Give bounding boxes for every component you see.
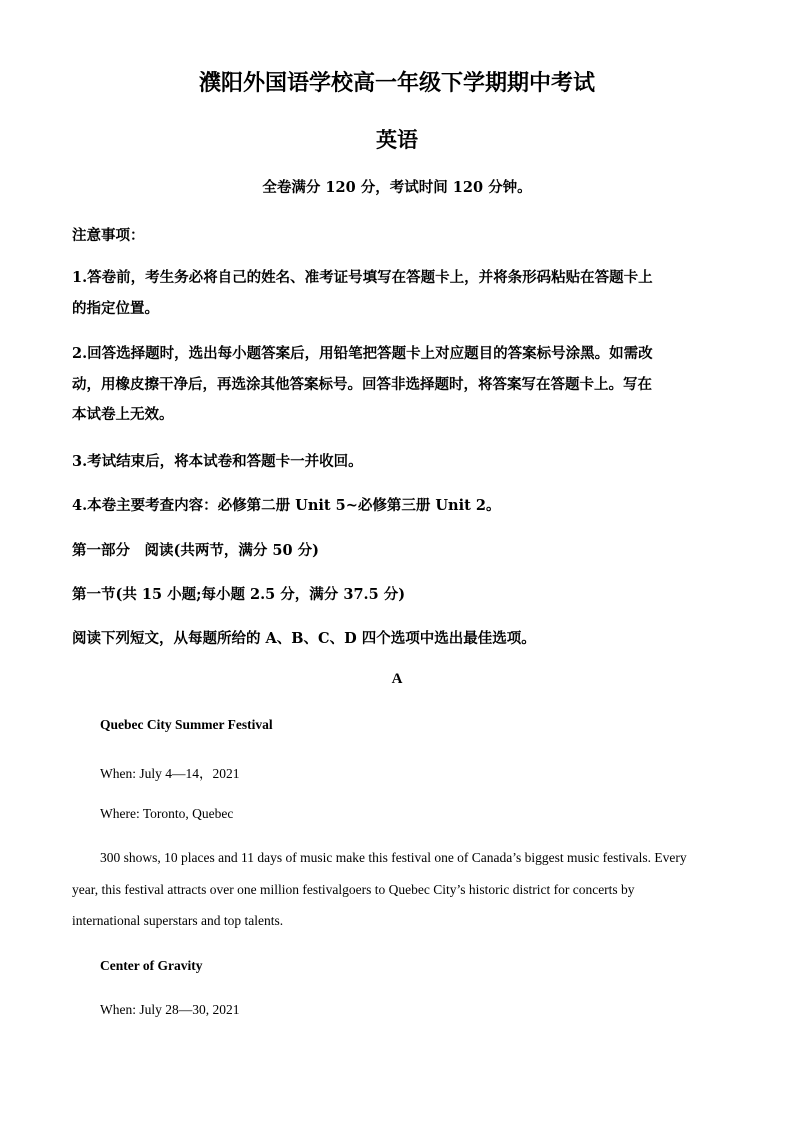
notes-heading: 注意事项： [72, 227, 145, 244]
subject-title: 英语 [376, 127, 418, 152]
section-subpart-heading: 第一节(共 15 小题;每小题 2.5 分，满分 37.5 分) [72, 586, 406, 603]
note-item-4: 4.本卷主要考查内容：必修第二册 Unit 5~必修第三册 Unit 2。 [72, 497, 501, 514]
event-2-when: When: July 28—30, 2021 [100, 1002, 240, 1017]
note-item-2-line-3: 本试卷上无效。 [72, 406, 174, 423]
event-1-where: Where: Toronto, Quebec [100, 806, 234, 821]
event-1-description-line-3: international superstars and top talents. [72, 913, 284, 928]
note-item-1-line-2: 的指定位置。 [72, 300, 159, 317]
note-item-2-line-2: 动，用橡皮擦干净后，再选涂其他答案标号。回答非选择题时，将答案写在答题卡上。写在 [72, 376, 652, 393]
exam-title: 濮阳外国语学校高一年级下学期期中考试 [198, 70, 595, 96]
section-part-heading: 第一部分 阅读(共两节，满分 50 分) [72, 542, 319, 559]
event-2-name: Center of Gravity [100, 958, 203, 973]
event-1-name: Quebec City Summer Festival [100, 717, 273, 732]
note-item-3: 3.考试结束后，将本试卷和答题卡一并收回。 [72, 453, 363, 470]
score-info: 全卷满分 120 分，考试时间 120 分钟。 [262, 179, 532, 196]
event-1-when: When: July 4—14，2021 [100, 766, 240, 781]
note-item-2-line-1: 2.回答选择题时，选出每小题答案后，用铅笔把答题卡上对应题目的答案标号涂黑。如需改 [72, 345, 653, 362]
event-1-description-line-2: year, this festival attracts over one million festivalgoers to Quebec City’s historic district for concerts by [72, 882, 635, 897]
section-instruction: 阅读下列短文，从每题所给的 A、B、C、D 四个选项中选出最佳选项。 [72, 630, 536, 647]
passage-label: A [391, 671, 403, 687]
event-1-description-line-1: 300 shows, 10 places and 11 days of music make this festival one of Canada’s biggest music festivals. Every [100, 850, 687, 865]
note-item-1-line-1: 1.答卷前，考生务必将自己的姓名、准考证号填写在答题卡上，并将条形码粘贴在答题卡上 [72, 269, 653, 286]
